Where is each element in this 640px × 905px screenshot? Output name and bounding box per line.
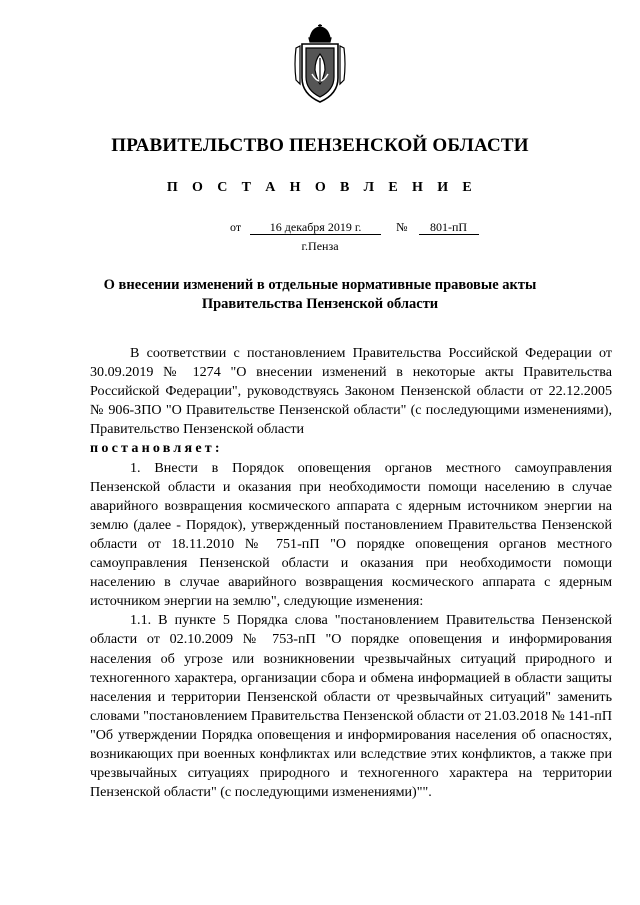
coat-of-arms-icon <box>290 24 350 106</box>
government-title: ПРАВИТЕЛЬСТВО ПЕНЗЕНСКОЙ ОБЛАСТИ <box>111 135 529 156</box>
document-number: 801-пП <box>419 221 479 235</box>
decides-paragraph <box>90 439 612 458</box>
document-body <box>90 344 612 802</box>
city: г.Пенза <box>301 239 339 253</box>
subject-line-1: О внесении изменений в отдельные нормативные правовые акты <box>103 277 537 293</box>
document-date: 16 декабря 2019 г. <box>250 221 381 235</box>
document-subject <box>0 276 640 314</box>
document-type: П О С Т А Н О В Л Е Н И Е <box>166 180 478 195</box>
item-1-paragraph: 1. Внести в Порядок оповещения органов местного самоуправления Пензенской области и оказания при необходимости помощи населению в случае аварийного возвращения космического аппарата с ядерным источником энергии на землю (далее - Порядок), утвержденный постановлением Правительства Пензенской области от 18.11.2010 № 751-пП "О порядке оповещения органов местного самоуправления Пензенской области и оказания при необходимости помощи населению в случае аварийного возвращения космического аппарата с ядерным источником энергии на землю", следующие изменения: <box>90 459 612 610</box>
intro-paragraph: В соответствии с постановлением Правительства Российской Федерации от 30.09.2019 № 1274 "О внесении изменений в некоторые акты Правительства Российской Федерации", руководствуясь Законом Пензенской области от 22.12.2005 № 906-ЗПО "О Правительстве Пензенской области" (с последующими изменениями), Правительство Пензенской области <box>90 345 612 438</box>
date-number-line <box>230 220 479 235</box>
item-1-1-paragraph: 1.1. В пункте 5 Порядка слова "постановлением Правительства Пензенской области от 02.10.2009 № 753-пП "О порядке оповещения и информирования населения об угрозе или возникновении чрезвычайных ситуаций природного и техногенного характера, организации сбора и обмена информацией в области защиты населения и территории Пензенской области от чрезвычайных ситуаций" заменить словами "постановлением Правительства Пензенской области от 21.03.2018 № 141-пП "Об утверждении Порядка оповещения и информирования населения об опасностях, возникающих при военных конфликтах или вследствие этих конфликтов, а также при чрезвычайных ситуациях природного и техногенного характера на территории Пензенской области" (с последующими изменениями)"". <box>90 612 612 801</box>
date-prefix: от <box>230 220 242 234</box>
number-prefix: № <box>396 220 408 234</box>
subject-line-2: Правительства Пензенской области <box>201 296 439 312</box>
decides-word: постановляет: <box>90 440 223 457</box>
